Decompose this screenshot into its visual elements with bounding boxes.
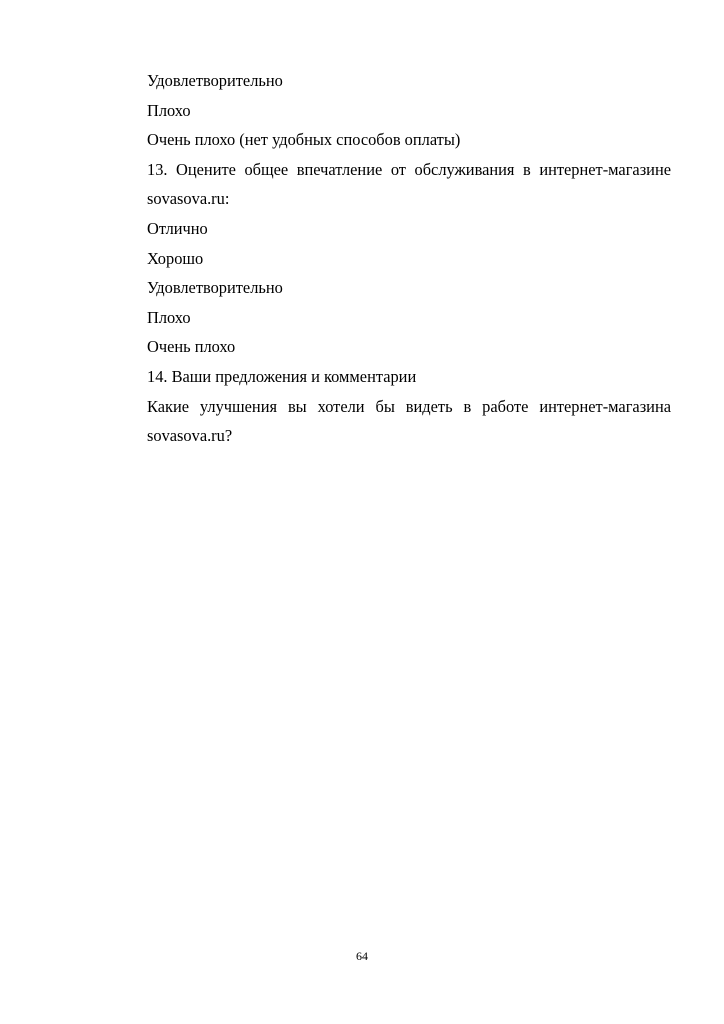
- answer-option: Плохо: [147, 100, 191, 120]
- question-14-text: Какие улучшения вы хотели бы видеть в работе интернет-магазина sovasova.ru?: [147, 396, 671, 446]
- question-13-option: Хорошо: [147, 248, 204, 268]
- question-13: 13. Оцените общее впечатление от обслуживания в интернет-магазине sovasova.ru:: [147, 159, 671, 209]
- question-13-option: Отлично: [147, 218, 208, 238]
- question-14-title: 14. Ваши предложения и комментарии: [147, 366, 417, 386]
- answer-option: Удовлетворительно: [147, 71, 283, 90]
- answer-option: Очень плохо (нет удобных способов оплаты): [147, 130, 461, 150]
- page-body: [102, 66, 671, 451]
- page-number: 64: [356, 949, 368, 963]
- question-13-option: Очень плохо: [147, 337, 236, 357]
- question-13-option: Удовлетворительно: [147, 278, 283, 298]
- question-13-option: Плохо: [147, 307, 191, 327]
